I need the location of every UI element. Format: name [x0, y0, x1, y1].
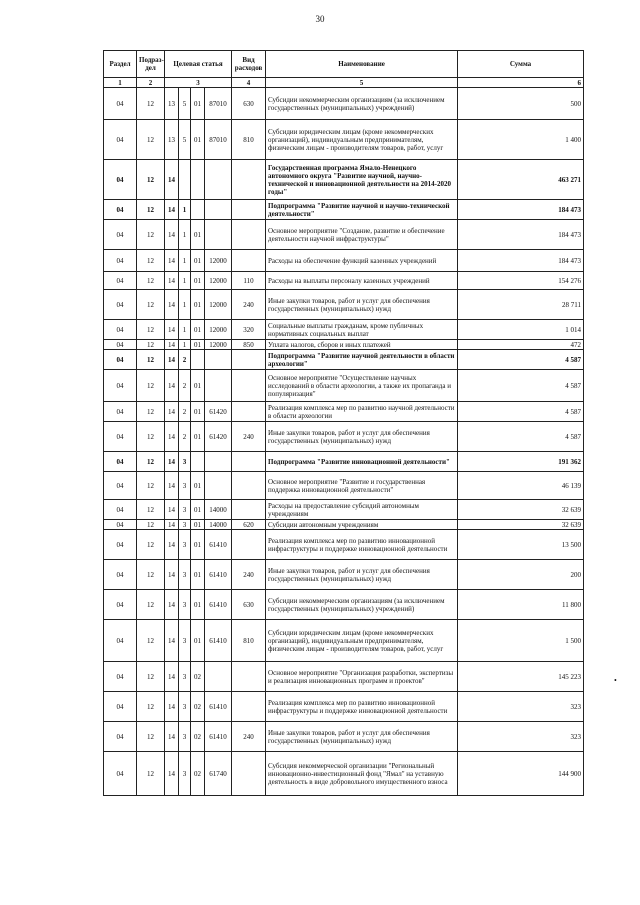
- header-summa: Сумма: [458, 51, 584, 78]
- col-num: 4: [232, 78, 266, 88]
- target-part1-cell: 14: [165, 722, 179, 752]
- target-part4-cell: 61410: [205, 560, 232, 590]
- sum-cell: 32 639: [458, 500, 584, 520]
- target-part2-cell: 3: [179, 590, 191, 620]
- name-cell: Расходы на выплаты персоналу казенных учреждений: [266, 272, 458, 290]
- target-part1-cell: 14: [165, 590, 179, 620]
- target-part2-cell: 3: [179, 620, 191, 662]
- vid-cell: [232, 530, 266, 560]
- margin-mark: •: [614, 676, 617, 685]
- vid-cell: [232, 350, 266, 370]
- vid-cell: [232, 500, 266, 520]
- vid-cell: 810: [232, 120, 266, 160]
- podrazdel-cell: 12: [137, 88, 165, 120]
- vid-cell: 620: [232, 520, 266, 530]
- sum-cell: 4 587: [458, 370, 584, 402]
- target-part3-cell: 02: [191, 752, 205, 796]
- name-cell: Субсидии некоммерческим организациям (за исключением государственных (муниципальных) учреждений): [266, 590, 458, 620]
- target-part2-cell: 1: [179, 250, 191, 272]
- target-part4-cell: 87010: [205, 88, 232, 120]
- target-part1-cell: 13: [165, 120, 179, 160]
- target-part1-cell: 14: [165, 500, 179, 520]
- target-part4-cell: 61410: [205, 722, 232, 752]
- razdel-cell: 04: [104, 452, 137, 472]
- vid-cell: [232, 250, 266, 272]
- target-part3-cell: 01: [191, 560, 205, 590]
- table-row: [104, 590, 584, 620]
- razdel-cell: 04: [104, 752, 137, 796]
- target-part1-cell: 14: [165, 530, 179, 560]
- razdel-cell: 04: [104, 590, 137, 620]
- vid-cell: 240: [232, 422, 266, 452]
- target-part1-cell: 14: [165, 290, 179, 320]
- table-row: [104, 620, 584, 662]
- razdel-cell: 04: [104, 422, 137, 452]
- vid-cell: 850: [232, 340, 266, 350]
- target-part4-cell: 61420: [205, 422, 232, 452]
- target-part4-cell: [205, 452, 232, 472]
- target-part3-cell: 01: [191, 370, 205, 402]
- podrazdel-cell: 12: [137, 472, 165, 500]
- podrazdel-cell: 12: [137, 500, 165, 520]
- name-cell: Основное мероприятие "Организация разработки, экспертизы и реализация инновационных программ и проектов": [266, 662, 458, 692]
- target-part2-cell: 5: [179, 120, 191, 160]
- podrazdel-cell: 12: [137, 452, 165, 472]
- name-cell: Реализация комплекса мер по развитию научной деятельности в области археологии: [266, 402, 458, 422]
- podrazdel-cell: 12: [137, 370, 165, 402]
- target-part3-cell: 01: [191, 272, 205, 290]
- target-part2-cell: 3: [179, 692, 191, 722]
- vid-cell: 810: [232, 620, 266, 662]
- target-part3-cell: 02: [191, 722, 205, 752]
- target-part3-cell: 01: [191, 422, 205, 452]
- podrazdel-cell: 12: [137, 290, 165, 320]
- target-part2-cell: 3: [179, 452, 191, 472]
- col-num: 3: [165, 78, 232, 88]
- target-part2-cell: 3: [179, 520, 191, 530]
- target-part3-cell: 01: [191, 320, 205, 340]
- target-part4-cell: [205, 200, 232, 220]
- vid-cell: [232, 370, 266, 402]
- razdel-cell: 04: [104, 370, 137, 402]
- target-part3-cell: 01: [191, 530, 205, 560]
- razdel-cell: 04: [104, 272, 137, 290]
- name-cell: Субсидии юридическим лицам (кроме некоммерческих организаций), индивидуальным предпринимателям, физическим лицам - производителям товаров, работ, услуг: [266, 620, 458, 662]
- podrazdel-cell: 12: [137, 520, 165, 530]
- podrazdel-cell: 12: [137, 350, 165, 370]
- name-cell: Иные закупки товаров, работ и услуг для обеспечения государственных (муниципальных) нужд: [266, 290, 458, 320]
- razdel-cell: 04: [104, 350, 137, 370]
- target-part4-cell: 61420: [205, 402, 232, 422]
- target-part1-cell: 14: [165, 692, 179, 722]
- header-row: [104, 51, 584, 78]
- target-part1-cell: 14: [165, 422, 179, 452]
- target-part2-cell: 2: [179, 422, 191, 452]
- table-row: [104, 500, 584, 520]
- table-row: [104, 272, 584, 290]
- vid-cell: 240: [232, 290, 266, 320]
- target-part2-cell: 3: [179, 530, 191, 560]
- vid-cell: [232, 752, 266, 796]
- target-part2-cell: 2: [179, 350, 191, 370]
- target-part1-cell: 14: [165, 402, 179, 422]
- vid-cell: [232, 160, 266, 200]
- target-part4-cell: [205, 662, 232, 692]
- table-row: [104, 722, 584, 752]
- target-part3-cell: 02: [191, 692, 205, 722]
- target-part2-cell: 1: [179, 340, 191, 350]
- target-part3-cell: 01: [191, 290, 205, 320]
- name-cell: Подпрограмма "Развитие научной и научно-технической деятельности": [266, 200, 458, 220]
- vid-cell: 240: [232, 560, 266, 590]
- target-part4-cell: [205, 472, 232, 500]
- podrazdel-cell: 12: [137, 590, 165, 620]
- col-num: 6: [458, 78, 584, 88]
- vid-cell: 320: [232, 320, 266, 340]
- target-part3-cell: 01: [191, 340, 205, 350]
- target-part1-cell: 14: [165, 620, 179, 662]
- target-part2-cell: 1: [179, 272, 191, 290]
- target-part4-cell: 14000: [205, 500, 232, 520]
- table-row: [104, 402, 584, 422]
- target-part4-cell: 12000: [205, 320, 232, 340]
- col-num: 5: [266, 78, 458, 88]
- name-cell: Субсидии автономным учреждениям: [266, 520, 458, 530]
- sum-cell: 1 400: [458, 120, 584, 160]
- razdel-cell: 04: [104, 662, 137, 692]
- vid-cell: [232, 402, 266, 422]
- vid-cell: 110: [232, 272, 266, 290]
- target-part2-cell: 5: [179, 88, 191, 120]
- razdel-cell: 04: [104, 722, 137, 752]
- header-podrazdel: Подраз-дел: [137, 51, 165, 78]
- sum-cell: 500: [458, 88, 584, 120]
- vid-cell: [232, 472, 266, 500]
- target-part1-cell: 14: [165, 370, 179, 402]
- podrazdel-cell: 12: [137, 722, 165, 752]
- table-row: [104, 200, 584, 220]
- target-part1-cell: 14: [165, 752, 179, 796]
- sum-cell: 154 276: [458, 272, 584, 290]
- razdel-cell: 04: [104, 402, 137, 422]
- razdel-cell: 04: [104, 290, 137, 320]
- target-part4-cell: [205, 220, 232, 250]
- name-cell: Реализация комплекса мер по развитию инновационной инфраструктуры и поддержке инновационной деятельности: [266, 692, 458, 722]
- razdel-cell: 04: [104, 472, 137, 500]
- target-part3-cell: 01: [191, 88, 205, 120]
- table-row: [104, 220, 584, 250]
- podrazdel-cell: 12: [137, 200, 165, 220]
- sum-cell: 191 362: [458, 452, 584, 472]
- sum-cell: 1 014: [458, 320, 584, 340]
- sum-cell: 184 473: [458, 250, 584, 272]
- target-part2-cell: [179, 160, 191, 200]
- table-row: [104, 290, 584, 320]
- col-num: 1: [104, 78, 137, 88]
- table-row: [104, 692, 584, 722]
- target-part1-cell: 14: [165, 452, 179, 472]
- target-part4-cell: 61740: [205, 752, 232, 796]
- target-part2-cell: 3: [179, 560, 191, 590]
- sum-cell: 184 473: [458, 220, 584, 250]
- table-row: [104, 752, 584, 796]
- target-part1-cell: 14: [165, 272, 179, 290]
- podrazdel-cell: 12: [137, 752, 165, 796]
- name-cell: Уплата налогов, сборов и иных платежей: [266, 340, 458, 350]
- target-part2-cell: 3: [179, 472, 191, 500]
- page-number: 30: [315, 14, 325, 24]
- target-part3-cell: [191, 160, 205, 200]
- table-body: [104, 88, 584, 796]
- target-part1-cell: 14: [165, 472, 179, 500]
- target-part2-cell: 2: [179, 402, 191, 422]
- target-part3-cell: [191, 452, 205, 472]
- name-cell: Иные закупки товаров, работ и услуг для обеспечения государственных (муниципальных) нужд: [266, 560, 458, 590]
- sum-cell: 200: [458, 560, 584, 590]
- name-cell: Иные закупки товаров, работ и услуг для обеспечения государственных (муниципальных) нужд: [266, 722, 458, 752]
- target-part3-cell: 01: [191, 472, 205, 500]
- header-razdel: Раздел: [104, 51, 137, 78]
- target-part4-cell: 12000: [205, 340, 232, 350]
- sum-cell: 46 139: [458, 472, 584, 500]
- table-row: [104, 350, 584, 370]
- target-part2-cell: 1: [179, 290, 191, 320]
- name-cell: Субсидии некоммерческим организациям (за исключением государственных (муниципальных) учреждений): [266, 88, 458, 120]
- target-part2-cell: 3: [179, 500, 191, 520]
- name-cell: Субсидия некоммерческой организации "Региональный инновационно-инвестиционный фонд "Ямал" на уставную деятельность в виде добровольного имущественного взноса: [266, 752, 458, 796]
- target-part2-cell: 3: [179, 752, 191, 796]
- target-part1-cell: 14: [165, 320, 179, 340]
- name-cell: Реализация комплекса мер по развитию инновационной инфраструктуры и поддержке инновационной деятельности: [266, 530, 458, 560]
- table-row: [104, 88, 584, 120]
- podrazdel-cell: 12: [137, 320, 165, 340]
- table-row: [104, 452, 584, 472]
- name-cell: Расходы на обеспечение функций казенных учреждений: [266, 250, 458, 272]
- table-row: [104, 340, 584, 350]
- target-part1-cell: 13: [165, 88, 179, 120]
- vid-cell: [232, 220, 266, 250]
- target-part4-cell: 12000: [205, 290, 232, 320]
- target-part4-cell: 61410: [205, 692, 232, 722]
- podrazdel-cell: 12: [137, 120, 165, 160]
- razdel-cell: 04: [104, 500, 137, 520]
- razdel-cell: 04: [104, 220, 137, 250]
- target-part1-cell: 14: [165, 662, 179, 692]
- name-cell: Расходы на предоставление субсидий автономным учреждениям: [266, 500, 458, 520]
- razdel-cell: 04: [104, 520, 137, 530]
- razdel-cell: 04: [104, 200, 137, 220]
- target-part3-cell: 01: [191, 590, 205, 620]
- table-row: [104, 120, 584, 160]
- sum-cell: 145 223: [458, 662, 584, 692]
- razdel-cell: 04: [104, 250, 137, 272]
- target-part4-cell: 12000: [205, 272, 232, 290]
- vid-cell: 630: [232, 590, 266, 620]
- target-part1-cell: 14: [165, 560, 179, 590]
- target-part4-cell: [205, 160, 232, 200]
- sum-cell: 4 587: [458, 350, 584, 370]
- table-row: [104, 530, 584, 560]
- podrazdel-cell: 12: [137, 220, 165, 250]
- razdel-cell: 04: [104, 88, 137, 120]
- vid-cell: [232, 200, 266, 220]
- razdel-cell: 04: [104, 560, 137, 590]
- table-row: [104, 662, 584, 692]
- target-part1-cell: 14: [165, 220, 179, 250]
- sum-cell: 11 800: [458, 590, 584, 620]
- razdel-cell: 04: [104, 692, 137, 722]
- name-cell: Подпрограмма "Развитие научной деятельности в области археологии": [266, 350, 458, 370]
- vid-cell: [232, 692, 266, 722]
- target-part4-cell: 61410: [205, 620, 232, 662]
- vid-cell: [232, 452, 266, 472]
- sum-cell: 472: [458, 340, 584, 350]
- sum-cell: 4 587: [458, 422, 584, 452]
- table-row: [104, 422, 584, 452]
- target-part3-cell: 01: [191, 500, 205, 520]
- target-part4-cell: 61410: [205, 530, 232, 560]
- target-part1-cell: 14: [165, 250, 179, 272]
- table-row: [104, 250, 584, 272]
- podrazdel-cell: 12: [137, 402, 165, 422]
- table-row: [104, 160, 584, 200]
- header-celevaya: Целевая статья: [165, 51, 232, 78]
- target-part4-cell: 14000: [205, 520, 232, 530]
- name-cell: Основное мероприятие "Развитие и государственная поддержка инновационной деятельности": [266, 472, 458, 500]
- razdel-cell: 04: [104, 620, 137, 662]
- target-part3-cell: 01: [191, 620, 205, 662]
- podrazdel-cell: 12: [137, 560, 165, 590]
- budget-table: [103, 50, 584, 796]
- table-row: [104, 520, 584, 530]
- sum-cell: 184 473: [458, 200, 584, 220]
- podrazdel-cell: 12: [137, 662, 165, 692]
- name-cell: Основное мероприятие "Осуществление научных исследований в области археологии, а также их пропаганда и популяризация": [266, 370, 458, 402]
- target-part4-cell: [205, 350, 232, 370]
- target-part2-cell: 2: [179, 370, 191, 402]
- vid-cell: 630: [232, 88, 266, 120]
- sum-cell: 13 500: [458, 530, 584, 560]
- sum-cell: 28 711: [458, 290, 584, 320]
- razdel-cell: 04: [104, 530, 137, 560]
- target-part3-cell: 01: [191, 520, 205, 530]
- target-part1-cell: 14: [165, 350, 179, 370]
- target-part2-cell: 1: [179, 320, 191, 340]
- target-part3-cell: [191, 350, 205, 370]
- sum-cell: 144 900: [458, 752, 584, 796]
- target-part3-cell: 01: [191, 250, 205, 272]
- target-part2-cell: 1: [179, 200, 191, 220]
- podrazdel-cell: 12: [137, 160, 165, 200]
- sum-cell: 1 500: [458, 620, 584, 662]
- podrazdel-cell: 12: [137, 272, 165, 290]
- sum-cell: 323: [458, 692, 584, 722]
- podrazdel-cell: 12: [137, 620, 165, 662]
- target-part3-cell: 01: [191, 120, 205, 160]
- podrazdel-cell: 12: [137, 692, 165, 722]
- razdel-cell: 04: [104, 160, 137, 200]
- table-row: [104, 370, 584, 402]
- podrazdel-cell: 12: [137, 530, 165, 560]
- name-cell: Государственная программа Ямало-Ненецкого автономного округа "Развитие научной, научно-технической и инновационной деятельности на 2014-2020 годы": [266, 160, 458, 200]
- table-row: [104, 560, 584, 590]
- target-part4-cell: [205, 370, 232, 402]
- header-name: Наименование: [266, 51, 458, 78]
- target-part2-cell: 1: [179, 220, 191, 250]
- target-part3-cell: [191, 200, 205, 220]
- razdel-cell: 04: [104, 320, 137, 340]
- name-cell: Основное мероприятие "Создание, развитие и обеспечение деятельности научной инфраструктуры": [266, 220, 458, 250]
- vid-cell: 240: [232, 722, 266, 752]
- target-part1-cell: 14: [165, 160, 179, 200]
- table-row: [104, 320, 584, 340]
- target-part1-cell: 14: [165, 200, 179, 220]
- target-part2-cell: 3: [179, 722, 191, 752]
- target-part2-cell: 3: [179, 662, 191, 692]
- target-part1-cell: 14: [165, 520, 179, 530]
- target-part4-cell: 87010: [205, 120, 232, 160]
- vid-cell: [232, 662, 266, 692]
- podrazdel-cell: 12: [137, 250, 165, 272]
- target-part1-cell: 14: [165, 340, 179, 350]
- table-row: [104, 472, 584, 500]
- target-part4-cell: 12000: [205, 250, 232, 272]
- sum-cell: 32 639: [458, 520, 584, 530]
- razdel-cell: 04: [104, 340, 137, 350]
- podrazdel-cell: 12: [137, 340, 165, 350]
- razdel-cell: 04: [104, 120, 137, 160]
- sum-cell: 463 271: [458, 160, 584, 200]
- name-cell: Подпрограмма "Развитие инновационной деятельности": [266, 452, 458, 472]
- sum-cell: 323: [458, 722, 584, 752]
- target-part3-cell: 02: [191, 662, 205, 692]
- column-numbers-row: [104, 78, 584, 88]
- name-cell: Иные закупки товаров, работ и услуг для обеспечения государственных (муниципальных) нужд: [266, 422, 458, 452]
- podrazdel-cell: 12: [137, 422, 165, 452]
- col-num: 2: [137, 78, 165, 88]
- header-vid: Вид расходов: [232, 51, 266, 78]
- name-cell: Социальные выплаты гражданам, кроме публичных нормативных социальных выплат: [266, 320, 458, 340]
- target-part4-cell: 61410: [205, 590, 232, 620]
- sum-cell: 4 587: [458, 402, 584, 422]
- name-cell: Субсидии юридическим лицам (кроме некоммерческих организаций), индивидуальным предпринимателям, физическим лицам - производителям товаров, работ, услуг: [266, 120, 458, 160]
- target-part3-cell: 01: [191, 220, 205, 250]
- target-part3-cell: 01: [191, 402, 205, 422]
